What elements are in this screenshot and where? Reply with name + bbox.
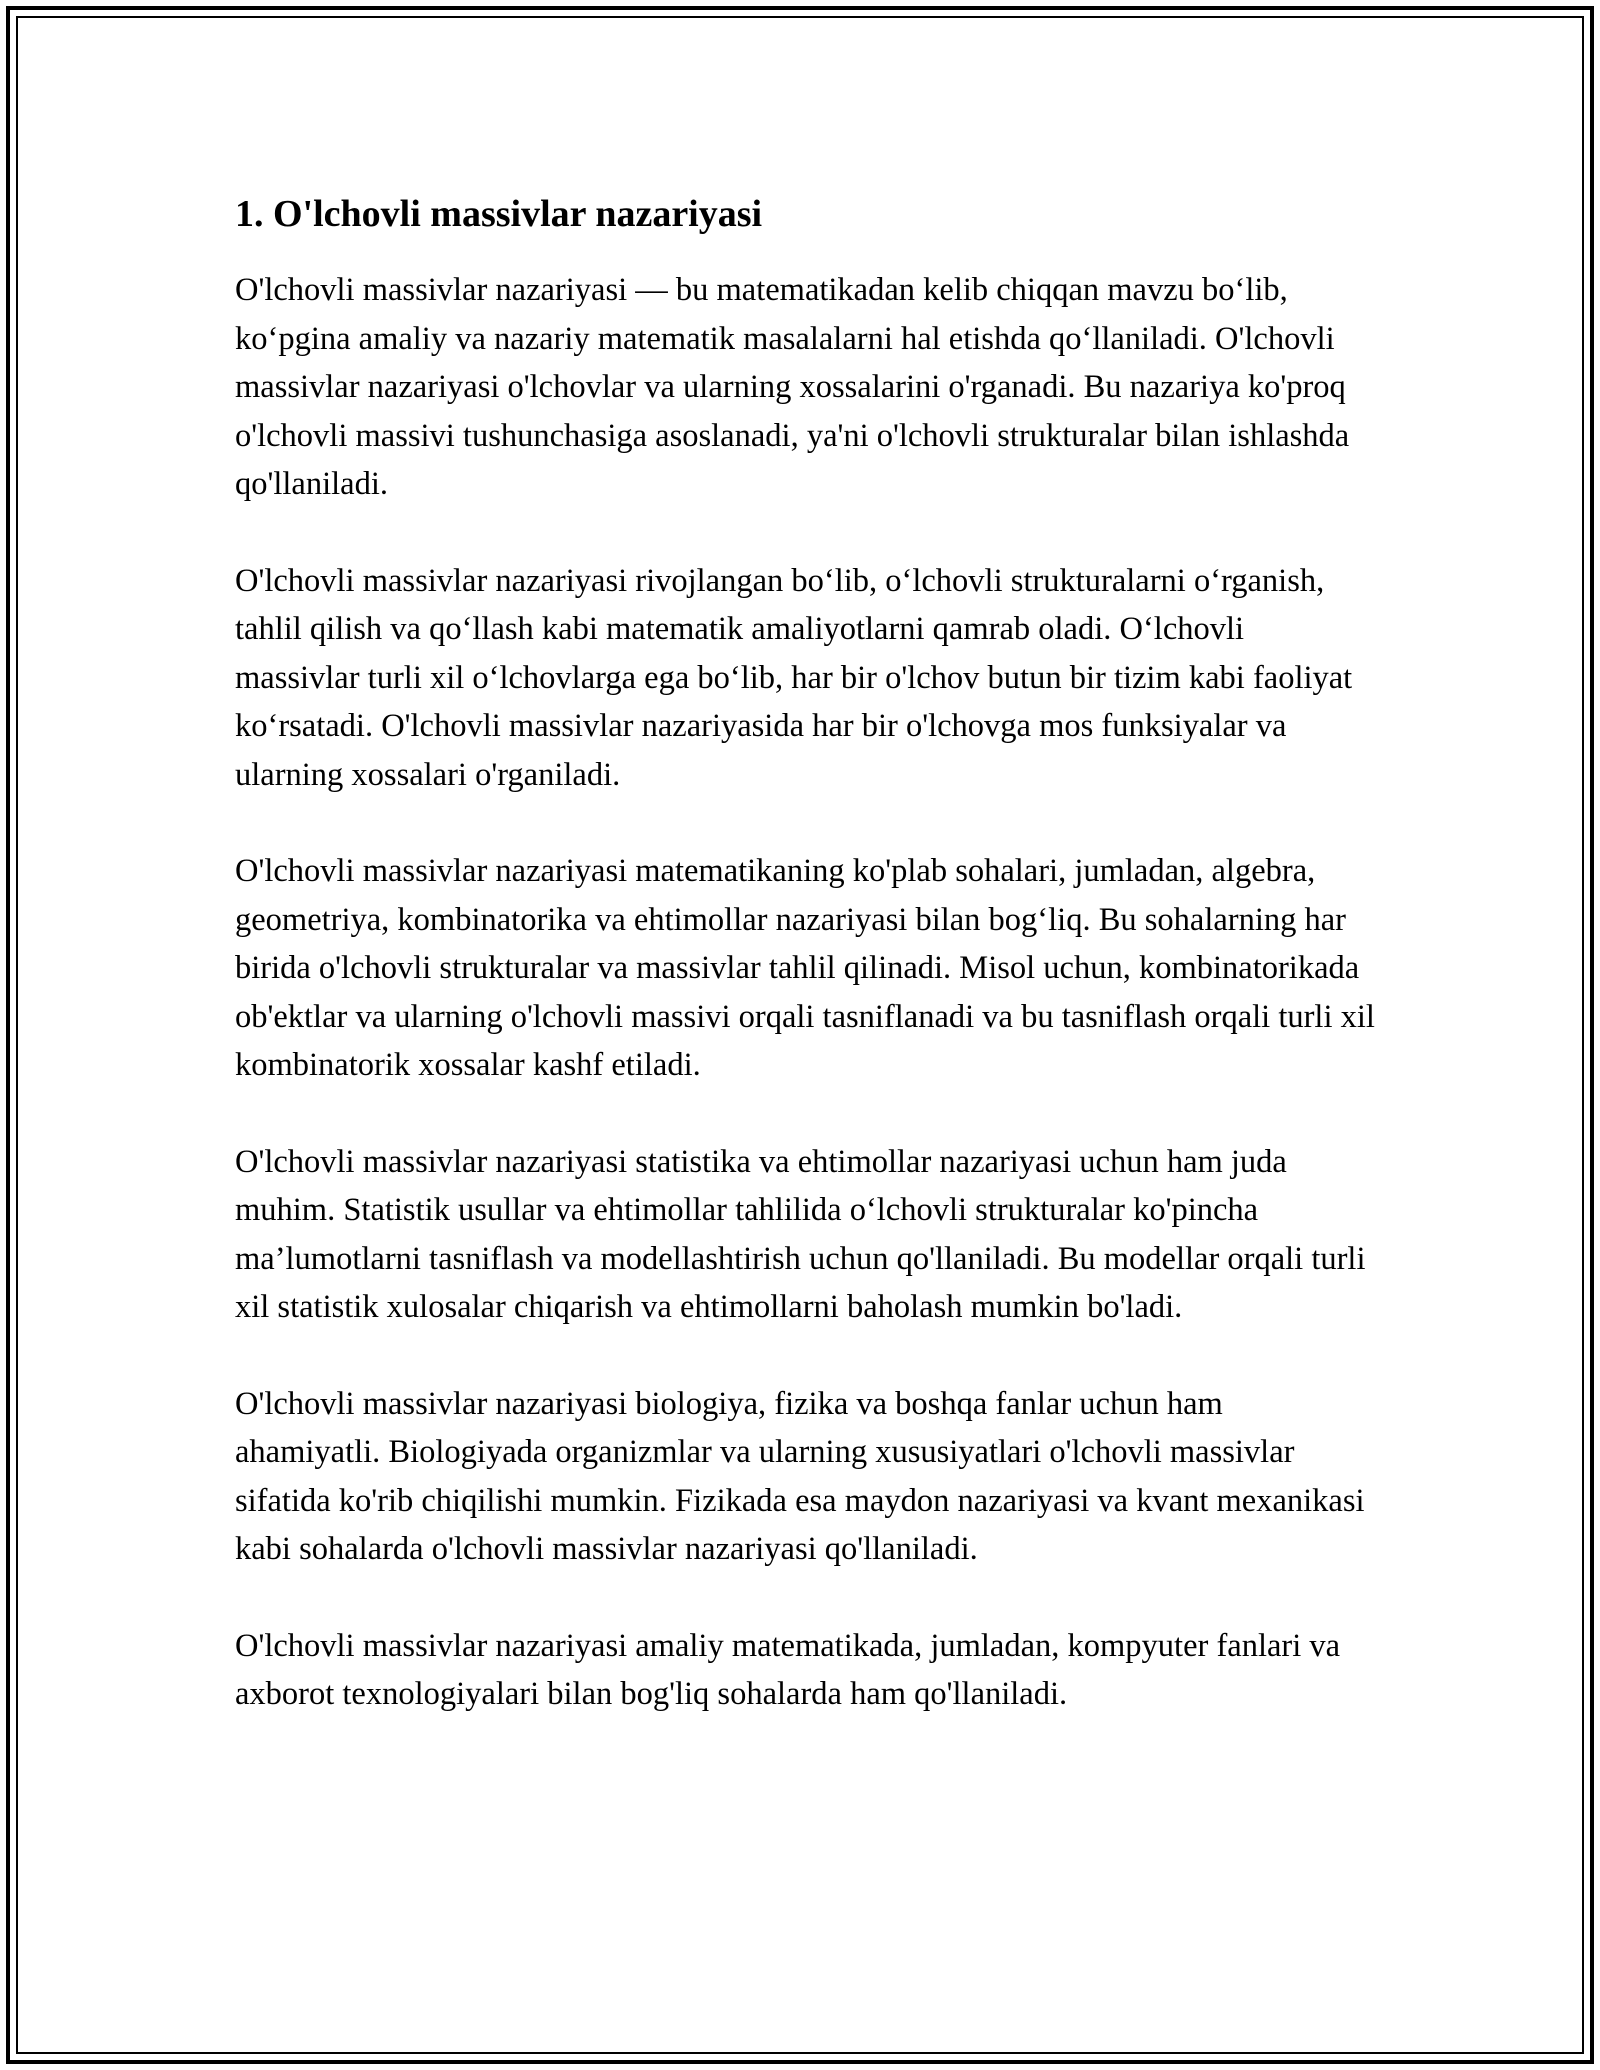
document-body [235,190,1375,1767]
paragraph-2: O'lchovli massivlar nazariyasi rivojlangan bo‘lib, o‘lchovli strukturalarni o‘rganish, tahlil qilish va qo‘llash kabi matematik amaliyotlarni qamrab oladi. O‘lchovli massivlar turli xil o‘lchovlarga ega bo‘lib, har bir o'lchov butun bir tizim kabi faoliyat ko‘rsatadi. O'lchovli massivlar nazariyasida har bir o'lchovga mos funksiyalar va ularning xossalari o'rganiladi. [235,562,1353,793]
paragraph-4: O'lchovli massivlar nazariyasi statistika va ehtimollar nazariyasi uchun ham juda muhim. Statistik usullar va ehtimollar tahlilida o‘lchovli strukturalar ko'pincha ma’lumotlarni tasniflash va modellashtirish uchun qo'llaniladi. Bu modellar orqali turli xil statistik xulosalar chiqarish va ehtimollarni baholash mumkin bo'ladi. [235,1143,1366,1325]
paragraph-6: O'lchovli massivlar nazariyasi amaliy matematikada, jumladan, kompyuter fanlari va axborot texnologiyalari bilan bog'liq sohalarda ham qo'llaniladi. [235,1627,1341,1712]
section-heading: 1. O'lchovli massivlar nazariyasi [235,193,763,235]
paragraph-1: O'lchovli massivlar nazariyasi — bu matematikadan kelib chiqqan mavzu bo‘lib, ko‘pgina amaliy va nazariy matematik masalalarni hal etishda qo‘llaniladi. O'lchovli massivlar nazariyasi o'lchovlar va ularning xossalarini o'rganadi. Bu nazariya ko'proq o'lchovli massivi tushunchasiga asoslanadi, ya'ni o'lchovli strukturalar bilan ishlashda qo'llaniladi. [235,272,1350,502]
paragraph-3: O'lchovli massivlar nazariyasi matematikaning ko'plab sohalari, jumladan, algebra, geometriya, kombinatorika va ehtimollar nazariyasi bilan bog‘liq. Bu sohalarning har birida o'lchovli strukturalar va massivlar tahlil qilinadi. Misol uchun, kombinatorikada ob'ektlar va ularning o'lchovli massivi orqali tasniflanadi va bu tasniflash orqali turli xil kombinatorik xossalar kashf etiladi. [235,853,1375,1083]
paragraph-5: O'lchovli massivlar nazariyasi biologiya, fizika va boshqa fanlar uchun ham ahamiyatli. Biologiyada organizmlar va ularning xususiyatlari o'lchovli massivlar sifatida ko'rib chiqilishi mumkin. Fizikada esa maydon nazariyasi va kvant mexanikasi kabi sohalarda o'lchovli massivlar nazariyasi qo'llaniladi. [235,1385,1365,1567]
